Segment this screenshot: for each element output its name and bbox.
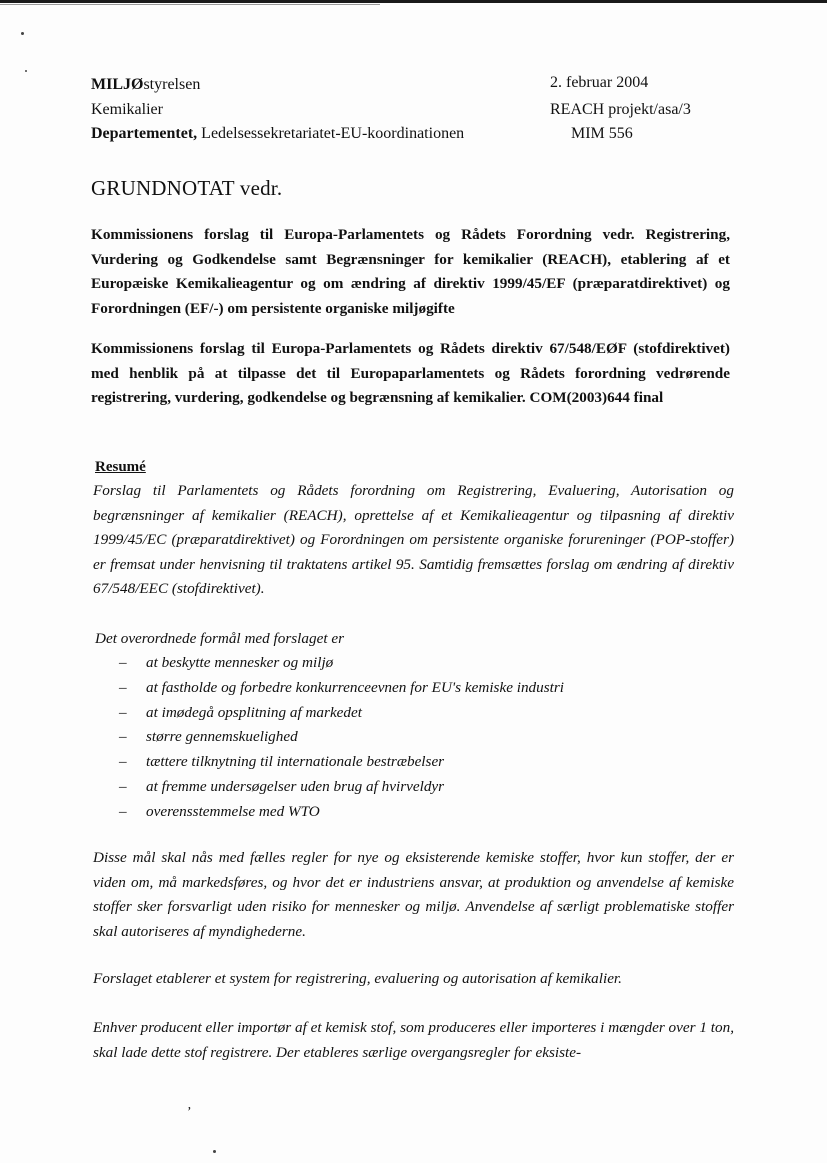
purpose-intro: Det overordnede formål med forslaget er bbox=[95, 630, 344, 647]
registration-paragraph: Enhver producent eller importør af et kemisk stof, som produceres eller importeres i mængder over 1 ton, skal lade dette stof registrere. Der etableres særlige overgangsregler for eksiste- bbox=[93, 1019, 734, 1061]
dept-bold: Departementet, bbox=[91, 125, 198, 142]
goals-paragraph: Disse mål skal nås med fælles regler for nye og eksisterende kemiske stoffer, hvor kun stoffer, der er viden om, må markedsføres, og hvor det er industriens ansvar, at produktion og anvendelse af kemiske stoffer sker forsvarligt uden risiko for mennesker og miljø. Anvendelse af særligt problematiske stoffer skal autoriseres af myndighederne. bbox=[93, 849, 734, 940]
resume-text: Forslag til Parlamentets og Rådets forordning om Registrering, Evaluering, Autorisation og begrænsninger af kemikalier (REACH), oprettelse af et Kemikalieagentur og tilpasning af direktiv 1999/45/EC (præparatdirektivet) og Forordningen om persistente organiske forureninger (POP-stoffer) er fremsat under henvisning til traktatens artikel 95. Samtidig fremsættes forslag om ændring af direktiv 67/548/EEC (stofdirektivet). bbox=[93, 482, 734, 598]
stray-pen-mark: ʼ bbox=[186, 1105, 191, 1120]
scan-speck bbox=[25, 70, 27, 72]
scan-speck bbox=[21, 32, 24, 35]
list-item bbox=[95, 800, 735, 825]
dash: – bbox=[119, 802, 127, 820]
scan-top-border-thin bbox=[0, 4, 380, 5]
dash: – bbox=[119, 777, 127, 795]
list-item bbox=[95, 701, 735, 726]
proposal-2-text: Kommissionens forslag til Europa-Parlamentets og Rådets direktiv 67/548/EØF (stofdirektivet) med henblik på at tilpasse det til Europaparlamentets og Rådets forordning vedrørende registrering, vurdering, godkendelse og begrænsning af kemikalier. COM(2003)644 final bbox=[91, 340, 730, 407]
header-org bbox=[91, 75, 200, 95]
list-item-text: tættere tilknytning til internationale bestræbelser bbox=[146, 753, 445, 771]
header-ref: REACH projekt/asa/3 bbox=[550, 101, 691, 118]
document-title: GRUNDNOTAT vedr. bbox=[91, 176, 283, 200]
list-item-text: overensstemmelse med WTO bbox=[146, 802, 320, 820]
scan-top-border bbox=[0, 0, 827, 3]
org-rest: styrelsen bbox=[143, 76, 201, 93]
resume-heading: Resumé bbox=[95, 459, 146, 475]
dash: – bbox=[119, 703, 127, 721]
dash: – bbox=[119, 654, 127, 671]
header-unit: Kemikalier bbox=[91, 101, 163, 118]
list-item-text: at beskytte mennesker og miljø bbox=[146, 654, 334, 671]
dash: – bbox=[119, 728, 127, 746]
dash: – bbox=[119, 678, 127, 696]
list-item bbox=[95, 676, 735, 701]
header-date: 2. februar 2004 bbox=[550, 74, 649, 91]
proposal-1-text: Kommissionens forslag til Europa-Parlamentets og Rådets Forordning vedr. Registrering, Vurdering og Godkendelse samt Begrænsninger for kemikalier (REACH), etablering af et Europæiske Kemikalieagentur og om ændring af direktiv 1999/45/EF (præparatdirektivet) og Forordningen (EF/-) om persistente organiske miljøgifte bbox=[91, 226, 730, 318]
list-item bbox=[95, 725, 735, 750]
list-item bbox=[95, 750, 735, 775]
system-paragraph: Forslaget etablerer et system for registrering, evaluering og autorisation af kemikalier. bbox=[93, 970, 622, 987]
list-item-text: større gennemskuelighed bbox=[146, 728, 298, 746]
org-bold: MILJØ bbox=[91, 76, 144, 93]
list-item-text: at imødegå opsplitning af markedet bbox=[146, 703, 362, 721]
list-item-text: at fremme undersøgelser uden brug af hvirveldyr bbox=[146, 777, 445, 795]
list-item bbox=[95, 651, 735, 676]
scan-speck bbox=[213, 1150, 216, 1153]
dept-rest: Ledelsessekretariatet-EU-koordinationen bbox=[201, 125, 465, 142]
purpose-list bbox=[95, 626, 735, 825]
list-item bbox=[95, 775, 735, 800]
list-item-text: at fastholde og forbedre konkurrenceevnen for EU's kemiske industri bbox=[146, 678, 564, 696]
header-case-number: MIM 556 bbox=[571, 125, 633, 142]
dash: – bbox=[119, 753, 127, 771]
header-department bbox=[91, 124, 464, 144]
